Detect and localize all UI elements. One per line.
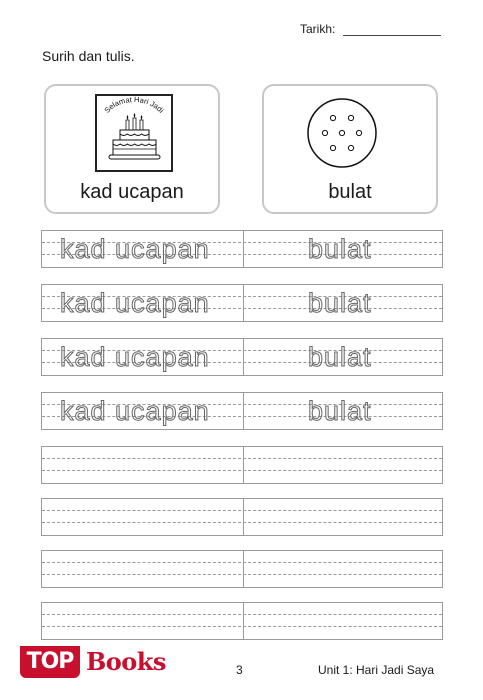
trace-word-right: bulat xyxy=(308,396,372,426)
instruction: Surih dan tulis. xyxy=(42,48,135,64)
writing-row[interactable] xyxy=(41,602,443,640)
trace-row[interactable] xyxy=(41,338,443,376)
card-word-bulat: bulat xyxy=(328,181,372,203)
card-kad-ucapan xyxy=(44,84,220,214)
svg-text:Selamat Hari Jadi: Selamat Hari Jadi xyxy=(102,96,166,115)
writing-row[interactable] xyxy=(41,550,443,588)
trace-word-left: kad ucapan xyxy=(60,288,210,318)
logo-books-text: Books xyxy=(86,647,166,676)
trace-word-left: kad ucapan xyxy=(60,234,210,264)
round-biscuit-icon xyxy=(305,96,379,170)
birthday-card-icon xyxy=(95,94,173,172)
trace-word-left: kad ucapan xyxy=(60,342,210,372)
logo-top-text: TOP xyxy=(20,646,80,678)
date-label: Tarikh: xyxy=(300,22,336,36)
writing-row[interactable] xyxy=(41,498,443,536)
unit-title: Unit 1: Hari Jadi Saya xyxy=(318,663,435,677)
practice-rows xyxy=(41,230,443,654)
trace-word-left: kad ucapan xyxy=(60,396,210,426)
trace-word-right: bulat xyxy=(308,288,372,318)
trace-row[interactable] xyxy=(41,392,443,430)
trace-word-right: bulat xyxy=(308,342,372,372)
card-word-kad-ucapan: kad ucapan xyxy=(80,181,184,203)
trace-row[interactable] xyxy=(41,230,443,268)
trace-row[interactable] xyxy=(41,284,443,322)
writing-row[interactable] xyxy=(41,446,443,484)
page-number: 3 xyxy=(236,663,243,677)
card-bulat xyxy=(262,84,438,214)
date-line xyxy=(343,35,441,36)
trace-word-right: bulat xyxy=(308,234,372,264)
